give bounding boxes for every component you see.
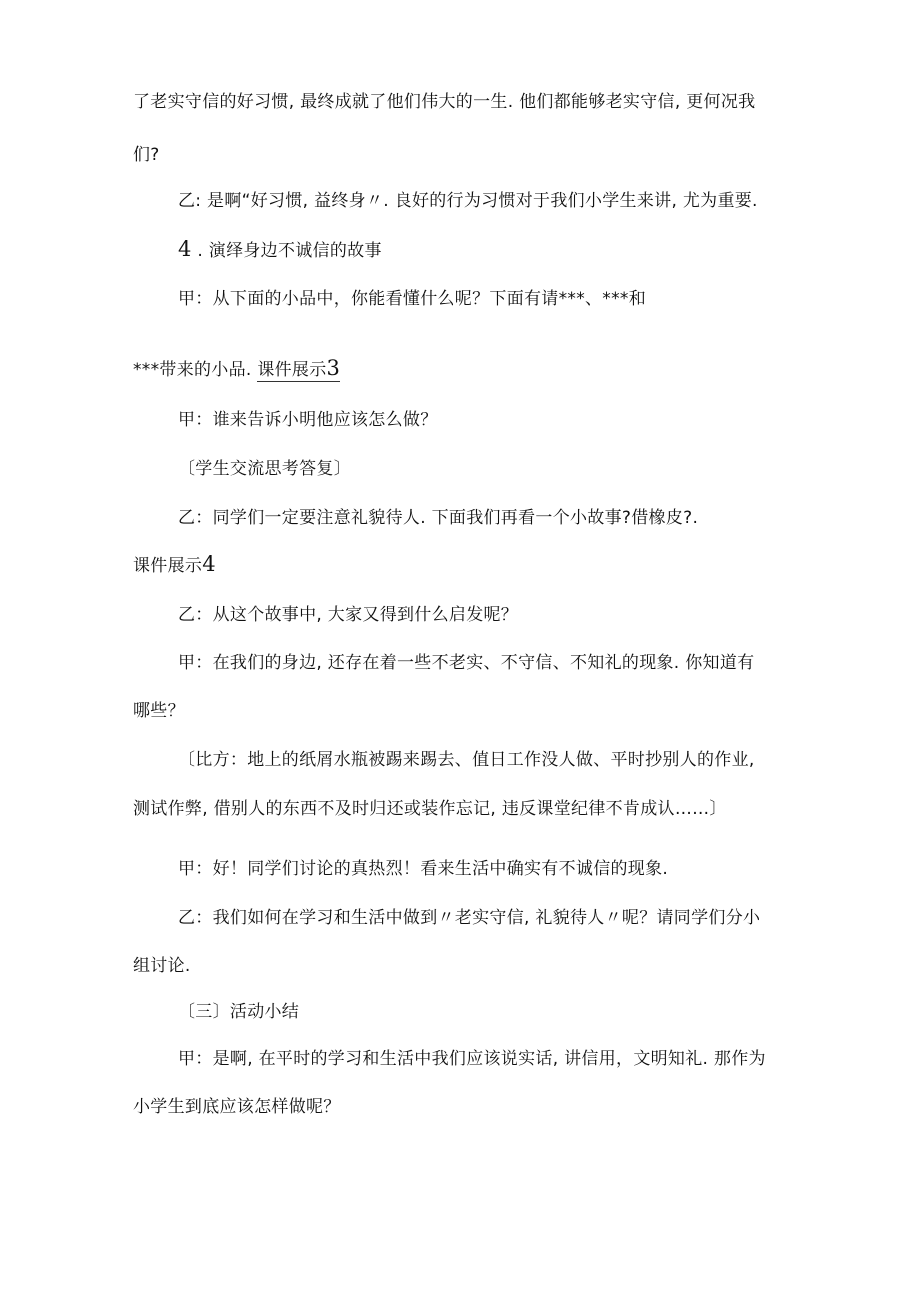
paragraph-line: 测试作弊, 借别人的东西不及时归还或装作忘记, 违反课堂纪律不肯成认……〕: [133, 799, 727, 819]
paragraph: 乙: 是啊“好习惯, 益终身〃. 良好的行为习惯对于我们小学生来讲, 尤为重要.: [178, 191, 758, 211]
section-number: 4: [178, 237, 192, 261]
paragraph-line: [133, 356, 340, 382]
paragraph-line: 甲：是啊, 在平时的学习和生活中我们应该说实话, 讲信用，文明知礼. 那作为: [178, 1049, 766, 1069]
paragraph: 甲：好！同学们讨论的真热烈！看来生活中确实有不诚信的现象.: [178, 859, 669, 879]
paragraph-line: 哪些？: [133, 701, 185, 721]
paragraph: 〔学生交流思考答复〕: [178, 459, 351, 479]
paragraph-line: 组讨论.: [133, 956, 191, 976]
paragraph-line: 乙：我们如何在学习和生活中做到〃老实守信, 礼貌待人〃呢？请同学们分小: [178, 908, 761, 928]
courseware-link-label: 课件展示: [257, 360, 327, 380]
courseware-label-4: [133, 552, 216, 578]
courseware-link-number: 3: [326, 356, 341, 380]
section-heading-3: 〔三〕活动小结: [178, 1002, 300, 1022]
paragraph: 甲：从下面的小品中，你能看懂什么呢？下面有请***、***和: [178, 289, 646, 309]
paragraph: 乙：同学们一定要注意礼貌待人. 下面我们再看一个小故事?借橡皮?.: [178, 508, 699, 528]
paragraph: 乙：从这个故事中, 大家又得到什么启发呢？: [178, 605, 519, 625]
courseware-label: 课件展示: [133, 556, 203, 576]
paragraph-text: ***带来的小品.: [133, 360, 258, 380]
section-title: . 演绎身边不诚信的故事: [191, 241, 382, 261]
paragraph-line: 小学生到底应该怎样做呢？: [133, 1097, 341, 1117]
paragraph-line: 们?: [133, 145, 160, 165]
paragraph-line: 〔比方：地上的纸屑水瓶被踢来踢去、值日工作没人做、平时抄别人的作业,: [178, 750, 755, 770]
courseware-link-3[interactable]: [257, 356, 341, 382]
section-heading-4: [178, 237, 382, 263]
paragraph: 甲：谁来告诉小明他应该怎么做？: [178, 410, 438, 430]
paragraph-line: 甲：在我们的身边, 还存在着一些不老实、不守信、不知礼的现象. 你知道有: [178, 653, 755, 673]
paragraph-line: 了老实守信的好习惯, 最终成就了他们伟大的一生. 他们都能够老实守信, 更何况我: [133, 92, 756, 112]
courseware-number: 4: [202, 552, 216, 576]
